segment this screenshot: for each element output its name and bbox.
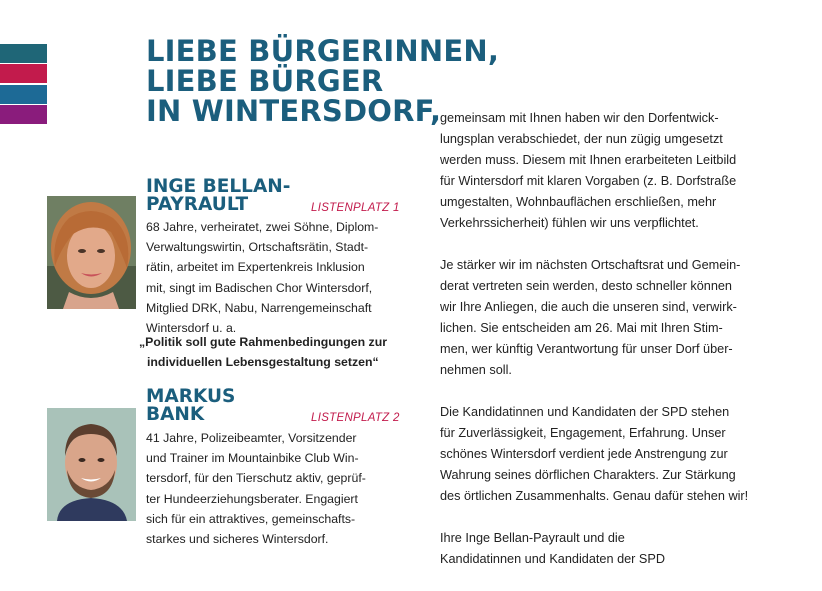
letter-line: für Zuverlässigkeit, Engagement, Erfahrung. Unser [440, 426, 726, 440]
letter-line: Die Kandidatinnen und Kandidaten der SPD stehen [440, 405, 730, 419]
candidate-photo-inge [47, 196, 136, 309]
bio-line: sich für ein attraktives, gemeinschafts- [146, 511, 356, 526]
letter-line: Verkehrssicherheit) fühlen wir uns verpflichtet. [440, 216, 699, 230]
bio-line: Wintersdorf u. a. [146, 321, 237, 336]
candidate-name-line: INGE BELLAN- [146, 176, 291, 197]
candidate-name-inge [146, 178, 290, 214]
candidate-bio-inge [146, 217, 401, 338]
stripe-purple [0, 105, 47, 124]
signature-line: Ihre Inge Bellan-Payrault und die [440, 531, 625, 545]
letter-line: Wahrung seines dörflichen Charakters. Zur Stärkung [440, 468, 736, 482]
candidate-bio-markus [146, 428, 401, 549]
signature-line: Kandidatinnen und Kandidaten der SPD [440, 552, 666, 566]
headline-line: LIEBE BÜRGER [146, 64, 384, 98]
listenplatz-label: LISTENPLATZ 1 [311, 202, 400, 214]
bio-line: 41 Jahre, Polizeibeamter, Vorsitzender [146, 431, 357, 445]
letter-line: wir Ihre Anliegen, die auch die unseren sind, verwirk- [440, 300, 737, 314]
letter-line: lichen. Sie entscheiden am 26. Mai mit Ihren Stim- [440, 321, 723, 335]
letter-line: derat vertreten sein werden, desto schneller können [440, 279, 732, 293]
candidate-name-line: BANK [146, 404, 205, 425]
letter-line: nehmen soll. [440, 363, 512, 377]
bio-line: 68 Jahre, verheiratet, zwei Söhne, Diplom- [146, 220, 379, 234]
listenplatz-label: LISTENPLATZ 2 [311, 412, 400, 424]
letter-line: lungsplan verabschiedet, der nun zügig umgesetzt [440, 132, 723, 146]
letter-signature [440, 528, 790, 570]
candidate-name-markus [146, 388, 235, 424]
letter-line: für Wintersdorf mit klaren Vorgaben (z. B. Dorfstraße [440, 174, 737, 188]
stripe-teal [0, 44, 47, 63]
stripe-red [0, 64, 47, 83]
quote-line: „Politik soll gute Rahmenbedingungen zur [139, 335, 387, 349]
bio-line: ter Hundeerziehungsberater. Engagiert [146, 491, 358, 506]
candidate-quote-inge [139, 332, 401, 372]
letter-line: Je stärker wir im nächsten Ortschaftsrat und Gemein- [440, 258, 741, 272]
stripe-blue [0, 85, 47, 104]
bio-line: und Trainer im Mountainbike Club Win- [146, 451, 359, 466]
letter-line: schönes Wintersdorf verdient jede Anstrengung zur [440, 447, 728, 461]
headline-line: LIEBE BÜRGERINNEN, [146, 34, 500, 68]
quote-line: individuellen Lebensgestaltung setzen“ [147, 355, 379, 370]
bio-line: Mitglied DRK, Nabu, Narrengemeinschaft [146, 300, 372, 315]
bio-line: Verwaltungswirtin, Ortschaftsrätin, Stadt- [146, 240, 369, 255]
bio-line: tersdorf, für den Tierschutz aktiv, geprüf- [146, 471, 366, 486]
letter-line: werden muss. Diesem mit Ihnen erarbeiteten Leitbild [440, 153, 737, 167]
headline-line: IN WINTERSDORF, [146, 94, 442, 128]
bio-line: rätin, arbeitet im Expertenkreis Inklusion [146, 260, 365, 275]
letter-body [440, 108, 790, 591]
bio-line: starkes und sicheres Wintersdorf. [146, 532, 329, 547]
bio-line: mit, singt im Badischen Chor Wintersdorf, [146, 280, 373, 295]
candidate-name-line: PAYRAULT [146, 194, 249, 215]
letter-line: gemeinsam mit Ihnen haben wir den Dorfentwick- [440, 111, 719, 125]
letter-paragraph [440, 255, 790, 381]
letter-line: men, wer künftig Verantwortung für unser Dorf über- [440, 342, 733, 356]
letter-paragraph [440, 108, 790, 234]
candidate-name-line: MARKUS [146, 386, 236, 407]
candidate-photo-markus [47, 408, 136, 521]
letter-line: umgestalten, Wohnbauflächen erschließen, mehr [440, 195, 717, 209]
letter-paragraph [440, 402, 790, 507]
letter-line: des örtlichen Zusammenhalts. Genau dafür stehen wir! [440, 489, 749, 503]
